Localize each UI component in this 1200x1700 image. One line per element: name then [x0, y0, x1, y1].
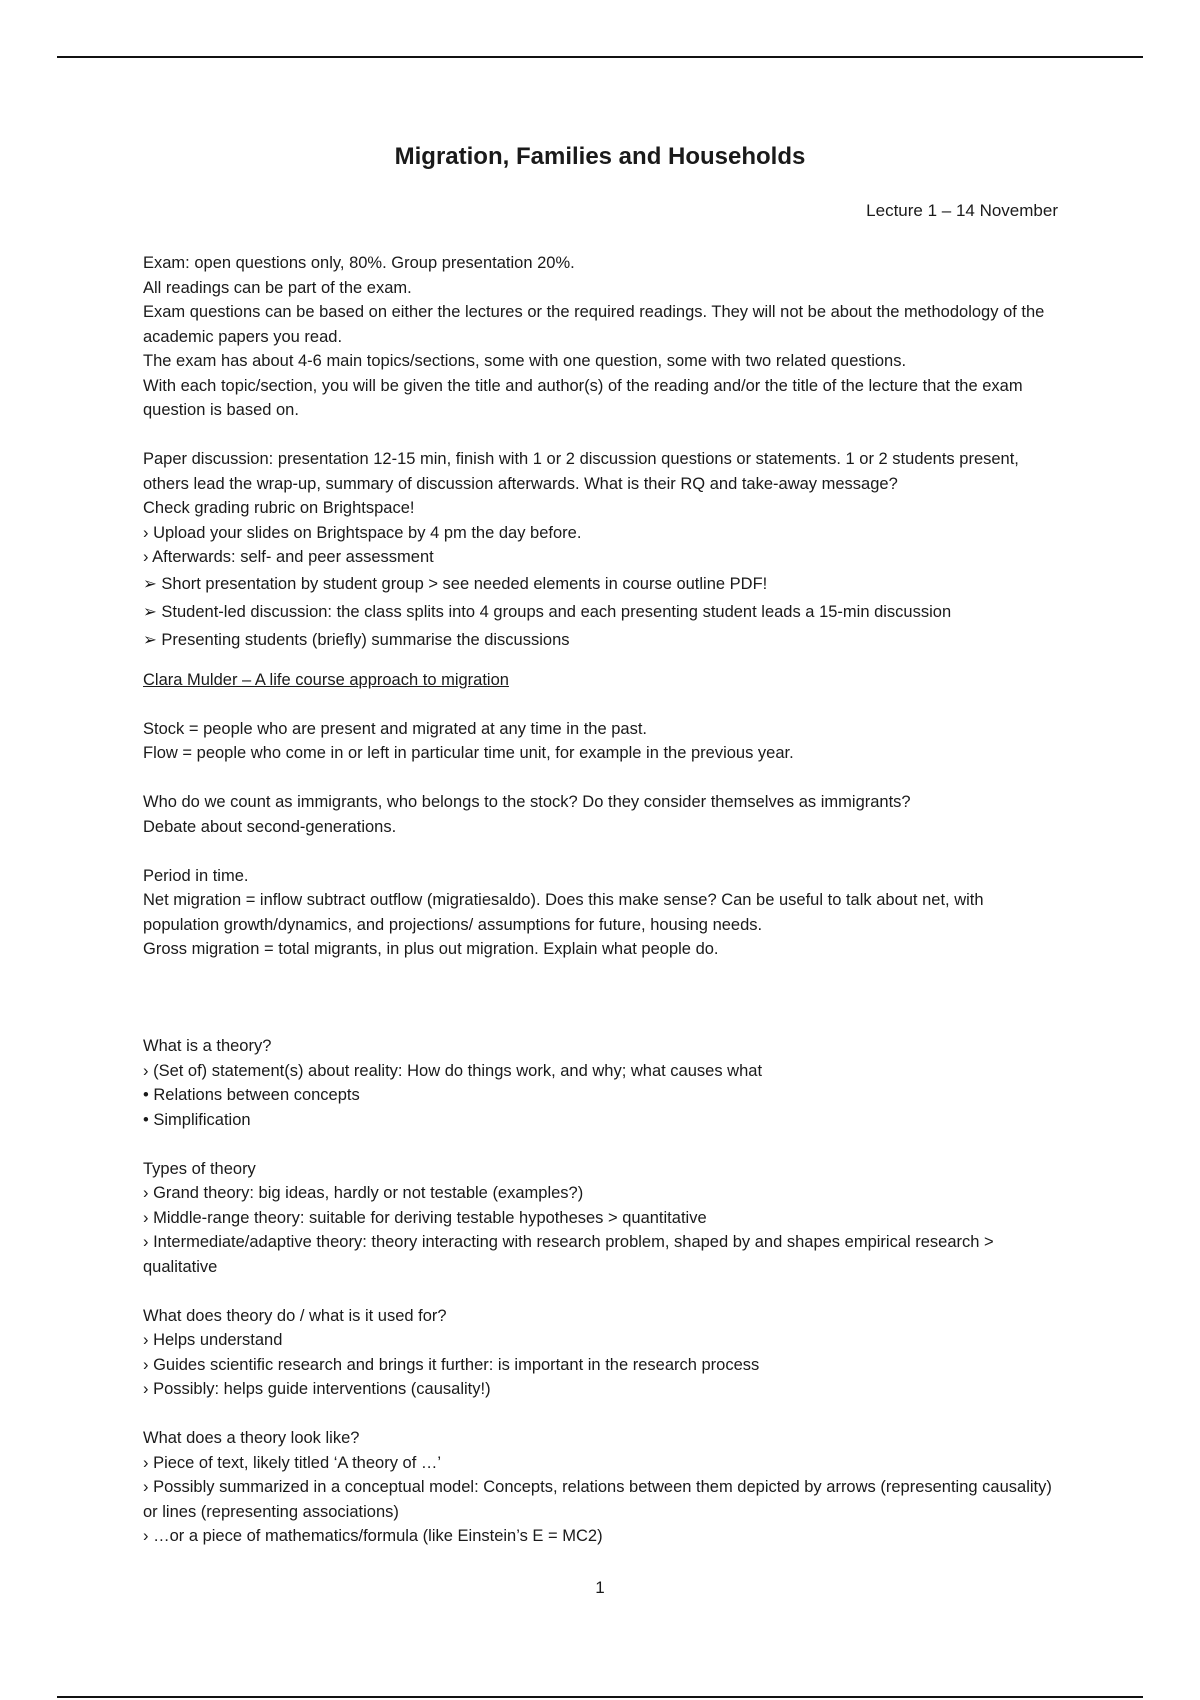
- types-line: Types of theory: [143, 1159, 256, 1178]
- looks-line: What does a theory look like?: [143, 1429, 360, 1447]
- types-line: › Grand theory: big ideas, hardly or not testable (examples?): [143, 1184, 584, 1202]
- theory-line: • Simplification: [143, 1110, 251, 1129]
- looks-line: › Piece of text, likely titled ‘A theory of …’: [143, 1453, 442, 1472]
- period-line: Period in time.: [143, 866, 249, 885]
- types-line: › Intermediate/adaptive theory: theory interacting with research problem, shaped by and shapes empirical research > qualitative: [143, 1233, 994, 1276]
- paper-discussion-line: › Afterwards: self- and peer assessment: [143, 548, 434, 566]
- page-number: 1: [595, 1578, 605, 1597]
- arrow-bullet-item: ➢ Short presentation by student group > see needed elements in course outline PDF!: [143, 574, 768, 593]
- section-heading: Clara Mulder – A life course approach to migration: [143, 670, 509, 689]
- theory-line: › (Set of) statement(s) about reality: How do things work, and why; what causes what: [143, 1061, 763, 1080]
- bottom-rule: [57, 1696, 1143, 1698]
- immigrants-line: Who do we count as immigrants, who belongs to the stock? Do they consider themselves as immigrants?: [143, 793, 911, 811]
- exam-section: [143, 251, 1063, 423]
- immigrants-line: Debate about second-generations.: [143, 817, 397, 836]
- document-title: Migration, Families and Households: [394, 143, 806, 170]
- spacer: [143, 986, 1063, 1034]
- exam-line: Exam: open questions only, 80%. Group presentation 20%.: [143, 254, 575, 272]
- paper-discussion-line: › Upload your slides on Brightspace by 4 pm the day before.: [143, 523, 582, 542]
- theory-line: • Relations between concepts: [143, 1086, 360, 1104]
- exam-line: The exam has about 4-6 main topics/sections, some with one question, some with two related questions.: [143, 352, 907, 370]
- types-line: › Middle-range theory: suitable for deriving testable hypotheses > quantitative: [143, 1208, 707, 1227]
- arrow-bullet-item: ➢ Student-led discussion: the class splits into 4 groups and each presenting student leads a 15-min discussion: [143, 602, 952, 621]
- paper-discussion-section: [143, 447, 1063, 654]
- uses-line: › Possibly: helps guide interventions (causality!): [143, 1380, 491, 1398]
- arrow-bullet-item: ➢ Presenting students (briefly) summarise the discussions: [143, 630, 570, 649]
- stock-flow-line: Stock = people who are present and migrated at any time in the past.: [143, 719, 648, 738]
- document-body: [143, 251, 1063, 1573]
- immigrants-section: [143, 790, 1063, 839]
- exam-line: Exam questions can be based on either the lectures or the required readings. They will not be about the methodology of the academic papers you read.: [143, 303, 1045, 346]
- looks-line: › Possibly summarized in a conceptual model: Concepts, relations between them depicted by arrows (representing causality) or lines (representing associations): [143, 1478, 1052, 1521]
- uses-line: › Helps understand: [143, 1331, 283, 1349]
- section-heading-block: [143, 668, 1063, 693]
- uses-line: What does theory do / what is it used for?: [143, 1306, 447, 1325]
- stock-flow-line: Flow = people who come in or left in particular time unit, for example in the previous year.: [143, 744, 794, 762]
- theory-section: [143, 1034, 1063, 1132]
- types-section: [143, 1157, 1063, 1280]
- top-rule: [57, 56, 1143, 58]
- exam-line: All readings can be part of the exam.: [143, 278, 412, 297]
- exam-line: With each topic/section, you will be given the title and author(s) of the reading and/or the title of the lecture that the exam question is based on.: [143, 376, 1023, 419]
- paper-discussion-line: Check grading rubric on Brightspace!: [143, 499, 415, 517]
- looks-line: › …or a piece of mathematics/formula (like Einstein’s E = MC2): [143, 1527, 603, 1545]
- stock-flow-section: [143, 717, 1063, 766]
- uses-section: [143, 1304, 1063, 1402]
- period-section: [143, 864, 1063, 962]
- paper-discussion-line: Paper discussion: presentation 12-15 min, finish with 1 or 2 discussion questions or statements. 1 or 2 students present, others lead the wrap-up, summary of discussion afterwards. What is their RQ and take-away message?: [143, 450, 1019, 493]
- theory-line: What is a theory?: [143, 1037, 272, 1055]
- looks-section: [143, 1426, 1063, 1549]
- period-line: Net migration = inflow subtract outflow (migratiesaldo). Does this make sense? Can be useful to talk about net, with population growth/dynamics, and projections/ assumptions for future, housing needs.: [143, 891, 984, 934]
- uses-line: › Guides scientific research and brings it further: is important in the research process: [143, 1355, 760, 1374]
- period-line: Gross migration = total migrants, in plus out migration. Explain what people do.: [143, 940, 719, 958]
- lecture-info: Lecture 1 – 14 November: [866, 201, 1058, 220]
